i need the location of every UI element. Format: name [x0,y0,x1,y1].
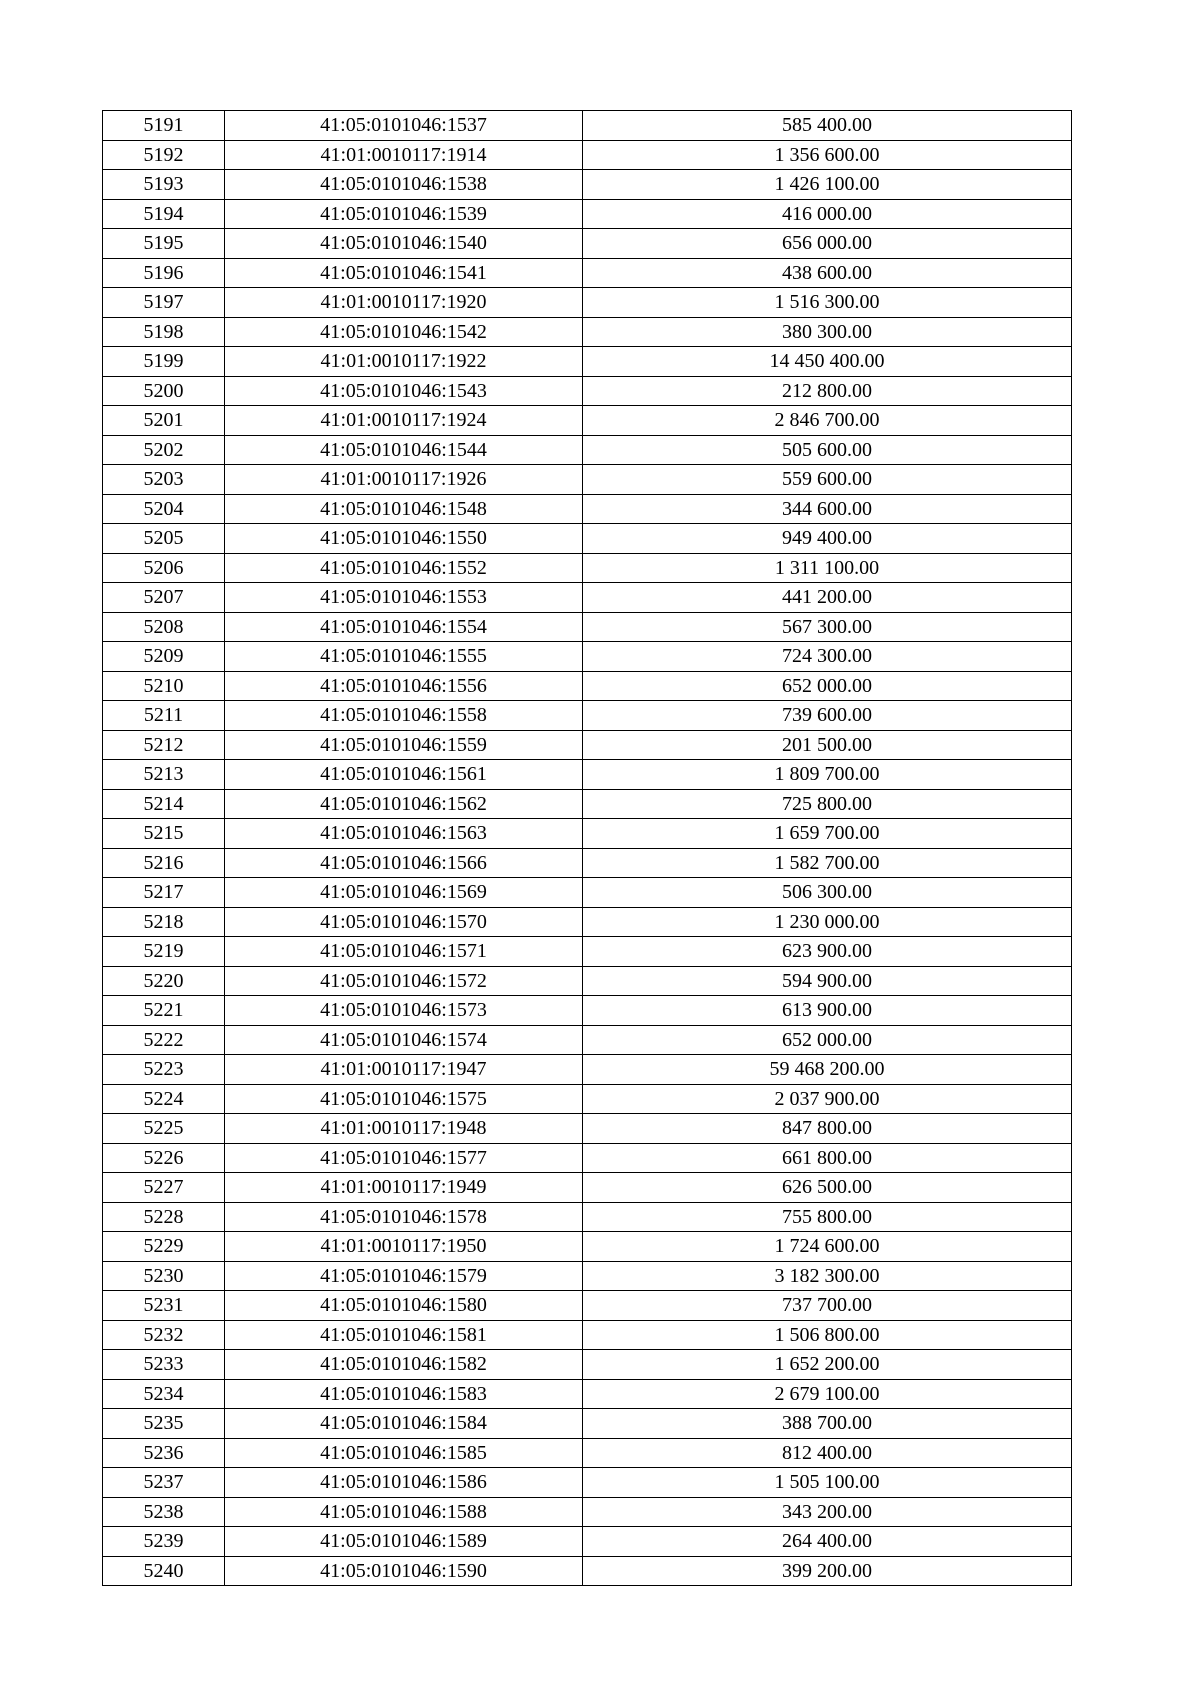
table-row [103,1291,1072,1321]
row-number-cell: 5199 [103,347,225,377]
cadastral-value-cell: 652 000.00 [583,671,1072,701]
cadastral-number-cell: 41:05:0101046:1584 [225,1409,583,1439]
cadastral-value-cell: 652 000.00 [583,1025,1072,1055]
cadastral-number-cell: 41:05:0101046:1579 [225,1261,583,1291]
row-number-cell: 5194 [103,199,225,229]
cadastral-number-cell: 41:05:0101046:1559 [225,730,583,760]
row-number-cell: 5210 [103,671,225,701]
table-row [103,376,1072,406]
table-row [103,524,1072,554]
row-number-cell: 5202 [103,435,225,465]
row-number-cell: 5214 [103,789,225,819]
cadastral-value-table [102,110,1072,1586]
cadastral-number-cell: 41:05:0101046:1558 [225,701,583,731]
cadastral-value-cell: 1 506 800.00 [583,1320,1072,1350]
table-row [103,435,1072,465]
row-number-cell: 5227 [103,1173,225,1203]
cadastral-value-cell: 626 500.00 [583,1173,1072,1203]
cadastral-value-cell: 724 300.00 [583,642,1072,672]
cadastral-value-cell: 1 311 100.00 [583,553,1072,583]
row-number-cell: 5197 [103,288,225,318]
cadastral-value-cell: 3 182 300.00 [583,1261,1072,1291]
cadastral-number-cell: 41:01:0010117:1924 [225,406,583,436]
cadastral-value-cell: 441 200.00 [583,583,1072,613]
row-number-cell: 5230 [103,1261,225,1291]
cadastral-number-cell: 41:05:0101046:1572 [225,966,583,996]
row-number-cell: 5203 [103,465,225,495]
cadastral-number-cell: 41:01:0010117:1914 [225,140,583,170]
cadastral-value-cell: 380 300.00 [583,317,1072,347]
cadastral-value-cell: 2 846 700.00 [583,406,1072,436]
cadastral-value-cell: 399 200.00 [583,1556,1072,1586]
table-row [103,789,1072,819]
row-number-cell: 5235 [103,1409,225,1439]
cadastral-value-cell: 212 800.00 [583,376,1072,406]
cadastral-number-cell: 41:05:0101046:1556 [225,671,583,701]
row-number-cell: 5232 [103,1320,225,1350]
table-row [103,996,1072,1026]
cadastral-value-cell: 949 400.00 [583,524,1072,554]
cadastral-value-cell: 847 800.00 [583,1114,1072,1144]
cadastral-value-cell: 59 468 200.00 [583,1055,1072,1085]
cadastral-number-cell: 41:05:0101046:1578 [225,1202,583,1232]
row-number-cell: 5208 [103,612,225,642]
cadastral-value-cell: 585 400.00 [583,111,1072,141]
table-row [103,730,1072,760]
row-number-cell: 5195 [103,229,225,259]
cadastral-value-cell: 1 582 700.00 [583,848,1072,878]
cadastral-value-cell: 725 800.00 [583,789,1072,819]
row-number-cell: 5205 [103,524,225,554]
cadastral-number-cell: 41:01:0010117:1948 [225,1114,583,1144]
cadastral-value-cell: 2 679 100.00 [583,1379,1072,1409]
cadastral-number-cell: 41:05:0101046:1555 [225,642,583,672]
table-row [103,848,1072,878]
table-row [103,1438,1072,1468]
cadastral-number-cell: 41:05:0101046:1548 [225,494,583,524]
row-number-cell: 5213 [103,760,225,790]
cadastral-number-cell: 41:05:0101046:1575 [225,1084,583,1114]
cadastral-number-cell: 41:05:0101046:1588 [225,1497,583,1527]
cadastral-value-cell: 1 724 600.00 [583,1232,1072,1262]
cadastral-number-cell: 41:05:0101046:1563 [225,819,583,849]
row-number-cell: 5225 [103,1114,225,1144]
cadastral-number-cell: 41:05:0101046:1561 [225,760,583,790]
table-row [103,1232,1072,1262]
cadastral-number-cell: 41:05:0101046:1570 [225,907,583,937]
table-row [103,140,1072,170]
table-row [103,288,1072,318]
cadastral-number-cell: 41:05:0101046:1582 [225,1350,583,1380]
table-row [103,1527,1072,1557]
row-number-cell: 5209 [103,642,225,672]
cadastral-value-cell: 755 800.00 [583,1202,1072,1232]
row-number-cell: 5229 [103,1232,225,1262]
table-row [103,671,1072,701]
table-row [103,1055,1072,1085]
row-number-cell: 5223 [103,1055,225,1085]
cadastral-number-cell: 41:01:0010117:1920 [225,288,583,318]
cadastral-value-cell: 438 600.00 [583,258,1072,288]
row-number-cell: 5237 [103,1468,225,1498]
row-number-cell: 5236 [103,1438,225,1468]
table-row [103,966,1072,996]
table-row [103,406,1072,436]
row-number-cell: 5206 [103,553,225,583]
cadastral-value-cell: 661 800.00 [583,1143,1072,1173]
table-row [103,170,1072,200]
cadastral-number-cell: 41:05:0101046:1539 [225,199,583,229]
table-row [103,1468,1072,1498]
table-row [103,1114,1072,1144]
row-number-cell: 5238 [103,1497,225,1527]
cadastral-number-cell: 41:05:0101046:1574 [225,1025,583,1055]
row-number-cell: 5222 [103,1025,225,1055]
row-number-cell: 5231 [103,1291,225,1321]
row-number-cell: 5221 [103,996,225,1026]
row-number-cell: 5201 [103,406,225,436]
table-row [103,1409,1072,1439]
cadastral-value-cell: 1 505 100.00 [583,1468,1072,1498]
cadastral-value-cell: 737 700.00 [583,1291,1072,1321]
cadastral-number-cell: 41:01:0010117:1926 [225,465,583,495]
cadastral-value-cell: 14 450 400.00 [583,347,1072,377]
cadastral-value-cell: 613 900.00 [583,996,1072,1026]
cadastral-number-cell: 41:05:0101046:1566 [225,848,583,878]
table-body [103,111,1072,1586]
row-number-cell: 5224 [103,1084,225,1114]
cadastral-value-cell: 201 500.00 [583,730,1072,760]
cadastral-number-cell: 41:05:0101046:1552 [225,553,583,583]
row-number-cell: 5233 [103,1350,225,1380]
cadastral-number-cell: 41:05:0101046:1583 [225,1379,583,1409]
cadastral-value-cell: 1 356 600.00 [583,140,1072,170]
table-row [103,258,1072,288]
table-row [103,907,1072,937]
cadastral-number-cell: 41:05:0101046:1571 [225,937,583,967]
cadastral-value-cell: 623 900.00 [583,937,1072,967]
table-row [103,1202,1072,1232]
cadastral-value-cell: 1 809 700.00 [583,760,1072,790]
cadastral-value-cell: 1 516 300.00 [583,288,1072,318]
table-row [103,1379,1072,1409]
table-row [103,229,1072,259]
row-number-cell: 5198 [103,317,225,347]
row-number-cell: 5196 [103,258,225,288]
cadastral-number-cell: 41:05:0101046:1581 [225,1320,583,1350]
row-number-cell: 5240 [103,1556,225,1586]
row-number-cell: 5215 [103,819,225,849]
table-row [103,465,1072,495]
table-row [103,583,1072,613]
cadastral-value-cell: 264 400.00 [583,1527,1072,1557]
cadastral-value-cell: 344 600.00 [583,494,1072,524]
row-number-cell: 5191 [103,111,225,141]
table-row [103,642,1072,672]
table-row [103,1350,1072,1380]
cadastral-value-cell: 812 400.00 [583,1438,1072,1468]
row-number-cell: 5218 [103,907,225,937]
cadastral-number-cell: 41:05:0101046:1541 [225,258,583,288]
cadastral-number-cell: 41:05:0101046:1554 [225,612,583,642]
row-number-cell: 5200 [103,376,225,406]
table-row [103,937,1072,967]
table-row [103,347,1072,377]
table-row [103,1320,1072,1350]
cadastral-value-cell: 559 600.00 [583,465,1072,495]
cadastral-number-cell: 41:05:0101046:1577 [225,1143,583,1173]
cadastral-number-cell: 41:05:0101046:1542 [225,317,583,347]
cadastral-number-cell: 41:01:0010117:1922 [225,347,583,377]
row-number-cell: 5192 [103,140,225,170]
cadastral-number-cell: 41:05:0101046:1538 [225,170,583,200]
row-number-cell: 5219 [103,937,225,967]
cadastral-number-cell: 41:01:0010117:1949 [225,1173,583,1203]
table-row [103,819,1072,849]
row-number-cell: 5226 [103,1143,225,1173]
row-number-cell: 5239 [103,1527,225,1557]
table-row [103,760,1072,790]
cadastral-value-cell: 594 900.00 [583,966,1072,996]
cadastral-value-cell: 506 300.00 [583,878,1072,908]
table-row [103,1084,1072,1114]
table-row [103,1556,1072,1586]
row-number-cell: 5207 [103,583,225,613]
cadastral-value-cell: 505 600.00 [583,435,1072,465]
row-number-cell: 5211 [103,701,225,731]
table-row [103,878,1072,908]
cadastral-number-cell: 41:05:0101046:1586 [225,1468,583,1498]
row-number-cell: 5193 [103,170,225,200]
cadastral-number-cell: 41:05:0101046:1569 [225,878,583,908]
cadastral-number-cell: 41:05:0101046:1540 [225,229,583,259]
cadastral-number-cell: 41:05:0101046:1544 [225,435,583,465]
row-number-cell: 5228 [103,1202,225,1232]
cadastral-number-cell: 41:05:0101046:1589 [225,1527,583,1557]
cadastral-value-cell: 656 000.00 [583,229,1072,259]
cadastral-number-cell: 41:05:0101046:1585 [225,1438,583,1468]
cadastral-number-cell: 41:05:0101046:1543 [225,376,583,406]
row-number-cell: 5234 [103,1379,225,1409]
cadastral-number-cell: 41:05:0101046:1537 [225,111,583,141]
cadastral-number-cell: 41:05:0101046:1580 [225,1291,583,1321]
table-row [103,612,1072,642]
cadastral-value-cell: 1 426 100.00 [583,170,1072,200]
cadastral-value-cell: 567 300.00 [583,612,1072,642]
row-number-cell: 5216 [103,848,225,878]
table-row [103,199,1072,229]
table-row [103,494,1072,524]
cadastral-number-cell: 41:05:0101046:1550 [225,524,583,554]
cadastral-value-cell: 1 659 700.00 [583,819,1072,849]
cadastral-number-cell: 41:05:0101046:1590 [225,1556,583,1586]
cadastral-value-cell: 388 700.00 [583,1409,1072,1439]
table-row [103,553,1072,583]
row-number-cell: 5217 [103,878,225,908]
table-row [103,111,1072,141]
cadastral-value-cell: 2 037 900.00 [583,1084,1072,1114]
table-row [103,317,1072,347]
table-row [103,1173,1072,1203]
row-number-cell: 5220 [103,966,225,996]
table-row [103,1261,1072,1291]
cadastral-value-cell: 1 652 200.00 [583,1350,1072,1380]
cadastral-value-cell: 1 230 000.00 [583,907,1072,937]
row-number-cell: 5212 [103,730,225,760]
cadastral-value-cell: 739 600.00 [583,701,1072,731]
table-row [103,1497,1072,1527]
cadastral-value-cell: 343 200.00 [583,1497,1072,1527]
cadastral-number-cell: 41:01:0010117:1950 [225,1232,583,1262]
cadastral-number-cell: 41:01:0010117:1947 [225,1055,583,1085]
cadastral-number-cell: 41:05:0101046:1553 [225,583,583,613]
table-row [103,701,1072,731]
table-row [103,1143,1072,1173]
table-row [103,1025,1072,1055]
cadastral-number-cell: 41:05:0101046:1573 [225,996,583,1026]
row-number-cell: 5204 [103,494,225,524]
cadastral-number-cell: 41:05:0101046:1562 [225,789,583,819]
cadastral-value-cell: 416 000.00 [583,199,1072,229]
